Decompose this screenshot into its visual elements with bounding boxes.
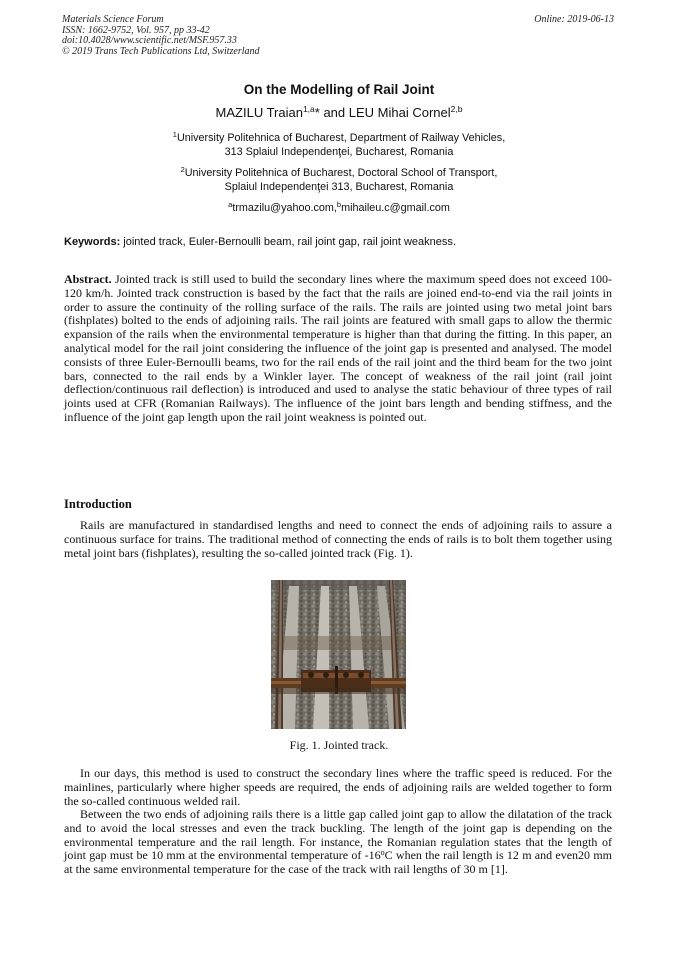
online-date: Online: 2019-06-13 <box>534 14 614 25</box>
paragraph-3-text-after: C when the rail length is 12 m and even20 mm at the same environmental temperature for the case of the track with rail lengths of 30 m [1]. <box>64 848 613 877</box>
email-b-mark: b <box>336 200 342 209</box>
abstract-text: Jointed track is still used to build the secondary lines where the maximum speed does not exceed 100-120 km/h. Jointed track construction is based by the fact that the rails are joined end-to-end via the rail joints in order to assure the continuity of the rolling surface of the rails. The rails are jointed using two metal joint bars (fishplates) bolted to the ends of adjoining rails. The rail joints are featured with small gaps to allow the thermic expansion of the rails when the environmental temperature is higher than that during the fitting. In this paper, an analytical model for the rail joint considering the influence of the joint gap is presented and analysed. The model consists of three Euler-Bernoulli beams, two for the rail ends of the rail joint and the third beam for the two joint bars, connected to the rail ends by a Winkler layer. The concept of weakness of the rail joint (rail joint deflection/continuous rail deflection) is introduced and used to analyse the static behaviour of three types of rail joints used at CFR (Romanian Railways). The influence of the joint bars length and bending stiffness, and the influence of the joint gap length upon the rail joint weakness is pointed out. <box>64 272 612 424</box>
affiliation-2-line-1: University Politehnica of Bucharest, Doctoral School of Transport, <box>184 167 498 179</box>
author-2-affiliation-mark: 2,b <box>450 104 463 114</box>
affiliation-1 <box>0 131 678 159</box>
affiliation-2-line-2: Splaiul Independenţei 313, Bucharest, Romania <box>224 181 454 193</box>
corresponding-author-mark: * <box>314 105 320 120</box>
doi-line: doi:10.4028/www.scientific.net/MSF.957.33 <box>62 35 237 47</box>
author-connector: and <box>319 105 349 120</box>
keywords-label: Keywords: <box>64 236 121 248</box>
journal-name: Materials Science Forum <box>62 14 164 25</box>
keywords <box>64 236 456 248</box>
jointed-track-photo <box>271 580 406 729</box>
email-a[interactable]: trmazilu@yahoo.com, <box>232 202 337 214</box>
author-2-name: LEU Mihai Cornel <box>348 105 451 120</box>
copyright-line: © 2019 Trans Tech Publications Ltd, Switzerland <box>62 45 260 57</box>
abstract <box>64 273 612 425</box>
author-1-name: MAZILU Traian <box>215 105 303 120</box>
issn-line: ISSN: 1662-9752, Vol. 957, pp 33-42 <box>62 24 210 36</box>
affiliation-1-mark: 1 <box>172 130 177 139</box>
jointed-track-illustration <box>271 580 406 729</box>
figure-1-caption: Fig. 1. Jointed track. <box>289 738 389 752</box>
author-line <box>0 105 678 120</box>
introduction-paragraph-1: Rails are manufactured in standardised lengths and need to connect the ends of adjoining rails to assure a continuous surface for trains. The traditional method of connecting the ends of rails is to bolt them together using metal joint bars (fishplates), resulting the so-called jointed track (Fig. 1). <box>64 518 612 560</box>
author-1-affiliation-mark: 1,a <box>302 104 315 114</box>
affiliation-2 <box>0 166 678 194</box>
abstract-label: Abstract. <box>64 272 112 286</box>
paragraph-3-text-before: Between the two ends of adjoining rails there is a little gap called joint gap to allow the dilatation of the track and to avoid the local stresses and even the track buckling. The length of the joint gap is depending on the environmental temperature and the rail length. For instance, the Romanian regulation states that the length of joint gap must be 10 mm at the environmental temperature of -16 <box>64 807 612 863</box>
paper-title: On the Modelling of Rail Joint <box>243 82 435 97</box>
affiliation-2-mark: 2 <box>180 165 185 174</box>
degree-mark: o <box>380 848 385 858</box>
introduction-paragraph-3 <box>64 808 612 877</box>
affiliation-1-line-1: University Politehnica of Bucharest, Department of Railway Vehicles, <box>176 132 506 144</box>
email-b[interactable]: mihaileu.c@gmail.com <box>341 202 450 214</box>
affiliation-1-line-2: 313 Splaiul Independenţei, Bucharest, Romania <box>224 146 454 158</box>
author-emails <box>0 202 678 214</box>
introduction-heading: Introduction <box>64 497 132 511</box>
email-a-mark: a <box>228 200 233 209</box>
introduction-paragraph-2: In our days, this method is used to construct the secondary lines where the traffic speed is reduced. For the mainlines, particularly where higher speeds are required, the ends of adjoining rails are welded together to form the so-called continuous welded rail. <box>64 766 612 808</box>
journal-header <box>62 15 260 57</box>
keywords-text: jointed track, Euler-Bernoulli beam, rail joint gap, rail joint weakness. <box>120 236 456 248</box>
